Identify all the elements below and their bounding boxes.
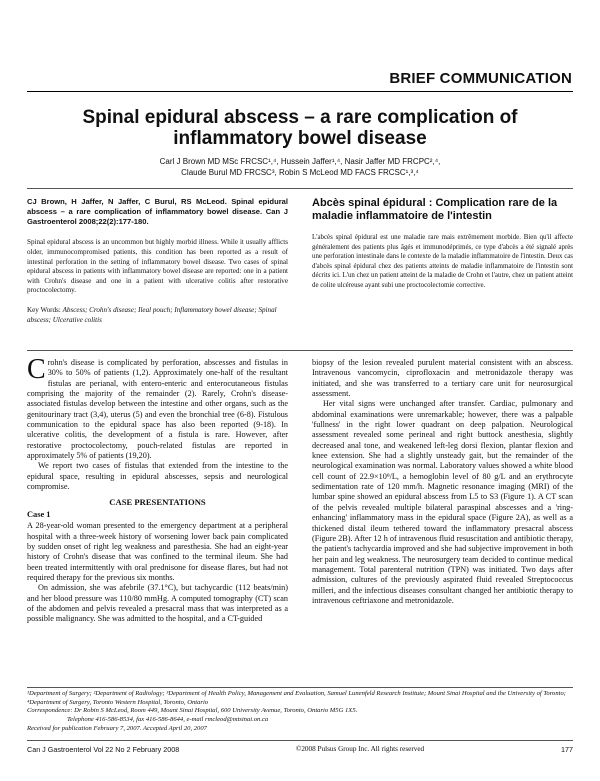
contact-info: Telephone 416-586-8534, fax 416-586-8644, e-mail rmcleod@mtsinai.on.ca xyxy=(67,716,269,724)
abstract-text: Spinal epidural abscess is an uncommon but highly morbid illness. While it usually afflicts older, immunocompromised patients, this condition has been reported as a result of intestinal perforation in the setting of inflammatory bowel disease. Two cases of spinal epidural abscess in patients with inflammatory bowel disease are reported: one in a patient with Crohn's disease and one in a patient with ulcerative colitis after restorative proctocolectomy. xyxy=(27,238,288,295)
case-paragraph-2: On admission, she was afebrile (37.1°C), but tachycardic (112 beats/min) and her blood pressure was 110/80 mmHg. A computed tomography (CT) scan of the abdomen and pelvis revealed a presacral mass that was interpreted as a possible malignancy. She was admitted to the hospital, and a CT-guided xyxy=(27,583,288,624)
article-title xyxy=(60,107,540,149)
case-heading: Case 1 xyxy=(27,509,51,519)
keywords xyxy=(27,306,288,325)
received-dates: Received for publication February 7, 2007. Accepted April 20, 2007 xyxy=(27,724,207,732)
affiliations: ¹Department of Surgery; ²Department of Radiology; ³Department of Health Policy, Management and Evaluation, Samuel Lunenfeld Research Institute; Mount Sinai Hospital and the University of Toronto; ⁴Department of Surgery, Toronto Western Hospital, Toronto, Ontario xyxy=(27,690,566,706)
body-column-right xyxy=(312,358,573,606)
section-heading: CASE PRESENTATIONS xyxy=(109,497,206,508)
section-header: BRIEF COMMUNICATION xyxy=(389,70,572,87)
french-text: L'abcès spinal épidural est une maladie rare mais extrêmement morbide. Bien qu'il affecte généralement des patients plus âgés et immunodéprimés, ce type d'abcès a été signalé après une perforation intestinale dans le contexte de la maladie inflammatoire de l'intestin. Deux cas d'abcès spinal épidural chez des patients atteints de maladie inflammatoire de l'intestin sont décrits ici. L'un chez un patient atteint de la maladie de Crohn et l'autre, chez un patient atteint de colite ulcéreuse ayant subi une proctocolectomie corrective. xyxy=(312,234,573,289)
correspondence: Correspondence: Dr Robin S McLeod, Room 449, Mount Sinai Hospital, 600 University Avenue, Toronto, Ontario M5G 1X5. xyxy=(27,707,358,715)
journal-citation: Can J Gastroenterol Vol 22 No 2 February 2008 xyxy=(27,745,180,754)
drop-cap: C xyxy=(27,354,46,385)
authors-line-2: Claude Burul MD FRCSC³, Robin S McLeod MD FACS FRCSC¹,³,⁴ xyxy=(181,168,419,177)
page-number: 177 xyxy=(561,745,573,754)
copyright: ©2008 Pulsus Group Inc. All rights reserved xyxy=(295,745,425,753)
footnotes xyxy=(27,690,573,734)
english-abstract xyxy=(27,197,288,325)
case-paragraph-4: Her vital signs were unchanged after transfer. Cardiac, pulmonary and abdominal examinations were unremarkable; however, there was a palpable 'fullness' in the right lower quadrant on deep palpation. Neurological assessment revealed some perineal and right buttock anesthesia, slightly decreased anal tone, and weakened left-leg dorsi flexion, plantar flexion and knee extension. She had a slightly unsteady gait, but the remainder of the neurological examination was normal. Laboratory values showed a white blood cell count of 22.9×10⁹/L, a hemoglobin level of 80 g/L and an erythrocyte sedimentation rate of 120 mm/h. Magnetic resonance imaging (MRI) of the lumbar spine showed an epidural abscess from L5 to S3 (Figure 1). A CT scan of the pelvis revealed multiple bilateral paraspinal abscesses and a 'ring-enhancing' inflammatory mass in the epidural space (Figure 2A), as well as a thickened distal ileum tethered toward the inflammatory presacral abscess (Figure 2B). After 12 h of intravenous fluid resuscitation and antibiotic therapy, the patient's tachycardia improved and she had subjective improvement in both her pain and leg weakness. The neurosurgery team decided to continue medical management. Total parenteral nutrition (TPN) was initiated. Two days after admission, cultures of the previously aspirated fluid revealed Streptococcus milleri, and the infectious diseases consultant changed her antibiotic therapy to intravenous ceftriaxone and metronidazole. xyxy=(312,399,573,605)
keywords-list: Abscess; Crohn's disease; Ileal pouch; Inflammatory bowel disease; Spinal abscess; Ulcerative colitis xyxy=(27,305,277,324)
french-title: Abcès spinal épidural : Complication rare de la maladie inflammatoire de l'intestin xyxy=(312,197,558,222)
case-paragraph-3: biopsy of the lesion revealed purulent material consistent with an abscess. Intravenous vancomycin, ciprofloxacin and metronidazole therapy was initiated, and she was transferred to a tertiary care unit for neurosurgical assessment. xyxy=(312,358,573,399)
abstract-bottom-rule xyxy=(27,350,573,351)
french-abstract xyxy=(312,197,573,291)
intro-paragraph-2: We report two cases of fistulas that extended from the intestine to the epidural space, resulting in epidural abscesses, sepsis and neurological compromise. xyxy=(27,461,288,492)
footnote-rule xyxy=(27,687,573,688)
title-line-2: inflammatory bowel disease xyxy=(173,128,427,149)
citation: CJ Brown, H Jaffer, N Jaffer, C Burul, RS McLeod. Spinal epidural abscess – a rare complication of inflammatory bowel disease. Can J Gastroenterol 2008;22(2):177-180. xyxy=(27,197,288,226)
footer-rule xyxy=(27,740,573,741)
case-paragraph-1: A 28-year-old woman presented to the emergency department at a peripheral hospital with a three-week history of worsening lower back pain complicated by sudden onset of right leg weakness and paresthesia. She had an eight-year history of Crohn's disease that was confined to the terminal ileum. She had been treated intermittently with oral prednisone for disease flares, but had not required therapy for the previous six months. xyxy=(27,521,288,582)
intro-paragraph xyxy=(27,354,288,461)
title-line-1: Spinal epidural abscess – a rare complication of xyxy=(82,107,518,128)
author-list xyxy=(60,156,540,178)
authors-line-1: Carl J Brown MD MSc FRCSC¹,⁴, Hussein Jaffer¹,⁴, Nasir Jaffer MD FRCPC²,⁴, xyxy=(159,157,441,166)
intro-text: rohn's disease is complicated by perforation, abscesses and fistulas in 30% to 50% of patients (1,2). Approximately one-half of the resultant fistulas are perianal, with entero-enteric and enterocutaneous fistulas comprising the majority of the remainder (2). Rarely, Crohn's disease-associated fistulas develop between the intestine and other organs, such as the genitourinary tract (3,4), uterus (5) and even the bronchial tree (6-8). Fistulous communication to the epidural space has also been reported (9-18). In ulcerative colitis, the development of a fistula is rare. However, after restorative proctocolectomy, pouch-related fistulas are reported in approximately 5% of patients (19,20). xyxy=(27,358,288,461)
abstract-top-rule xyxy=(27,188,573,189)
header-rule xyxy=(27,91,573,92)
keywords-label: Key Words: xyxy=(27,305,61,314)
body-column-left xyxy=(27,354,288,625)
